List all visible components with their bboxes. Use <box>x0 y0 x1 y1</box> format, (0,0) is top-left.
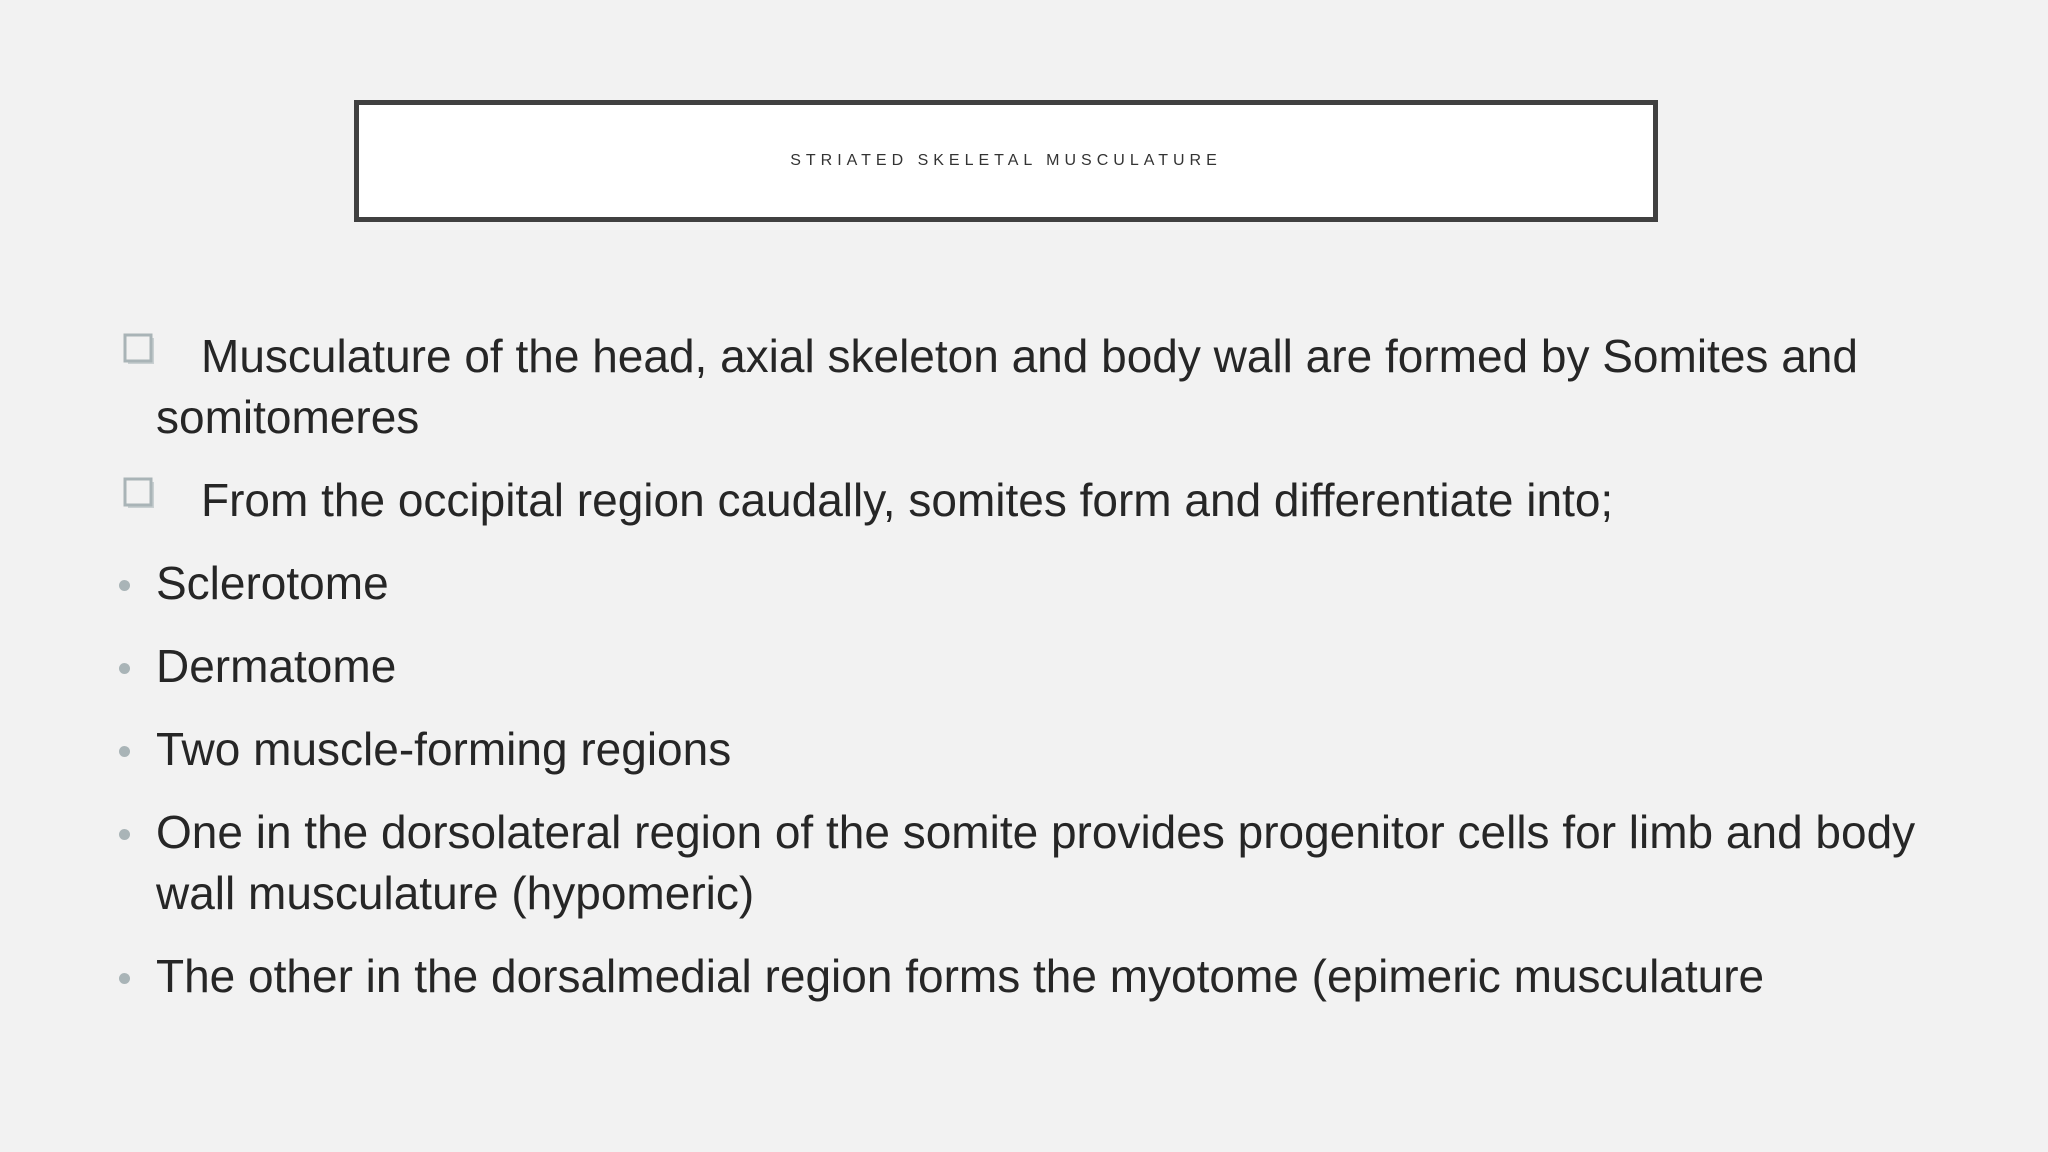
bullet-text: From the occipital region caudally, somites form and differentiate into; <box>201 474 1614 526</box>
bullet-text: One in the dorsolateral region of the somite provides progenitor cells for limb and body wall musculature (hypomeric) <box>156 806 1916 919</box>
bullet-item-1 <box>118 326 1978 448</box>
bullet-dot-icon <box>119 746 130 757</box>
bullet-text: Musculature of the head, axial skeleton and body wall are formed by Somites and somitomeres <box>156 330 1858 443</box>
bullet-dot-icon <box>119 663 130 674</box>
checkbox-icon <box>122 332 156 366</box>
bullet-dot-icon <box>119 973 130 984</box>
bullet-text: The other in the dorsalmedial region forms the myotome (epimeric musculature <box>156 950 1765 1002</box>
bullet-item-3 <box>118 553 1978 614</box>
checkbox-icon <box>122 476 156 510</box>
bullet-item-6 <box>118 802 1978 924</box>
bullet-item-4 <box>118 636 1978 697</box>
bullet-text: Dermatome <box>156 640 397 692</box>
bullet-dot-icon <box>119 580 130 591</box>
bullet-text: Sclerotome <box>156 557 389 609</box>
bullet-item-5 <box>118 719 1978 780</box>
slide-title: STRIATED SKELETAL MUSCULATURE <box>790 152 1222 169</box>
bullet-dot-icon <box>119 829 130 840</box>
bullet-item-2 <box>118 470 1978 531</box>
bullet-list <box>118 326 1978 1029</box>
bullet-text: Two muscle-forming regions <box>156 723 732 775</box>
bullet-item-7 <box>118 946 1978 1007</box>
title-box <box>354 100 1658 222</box>
